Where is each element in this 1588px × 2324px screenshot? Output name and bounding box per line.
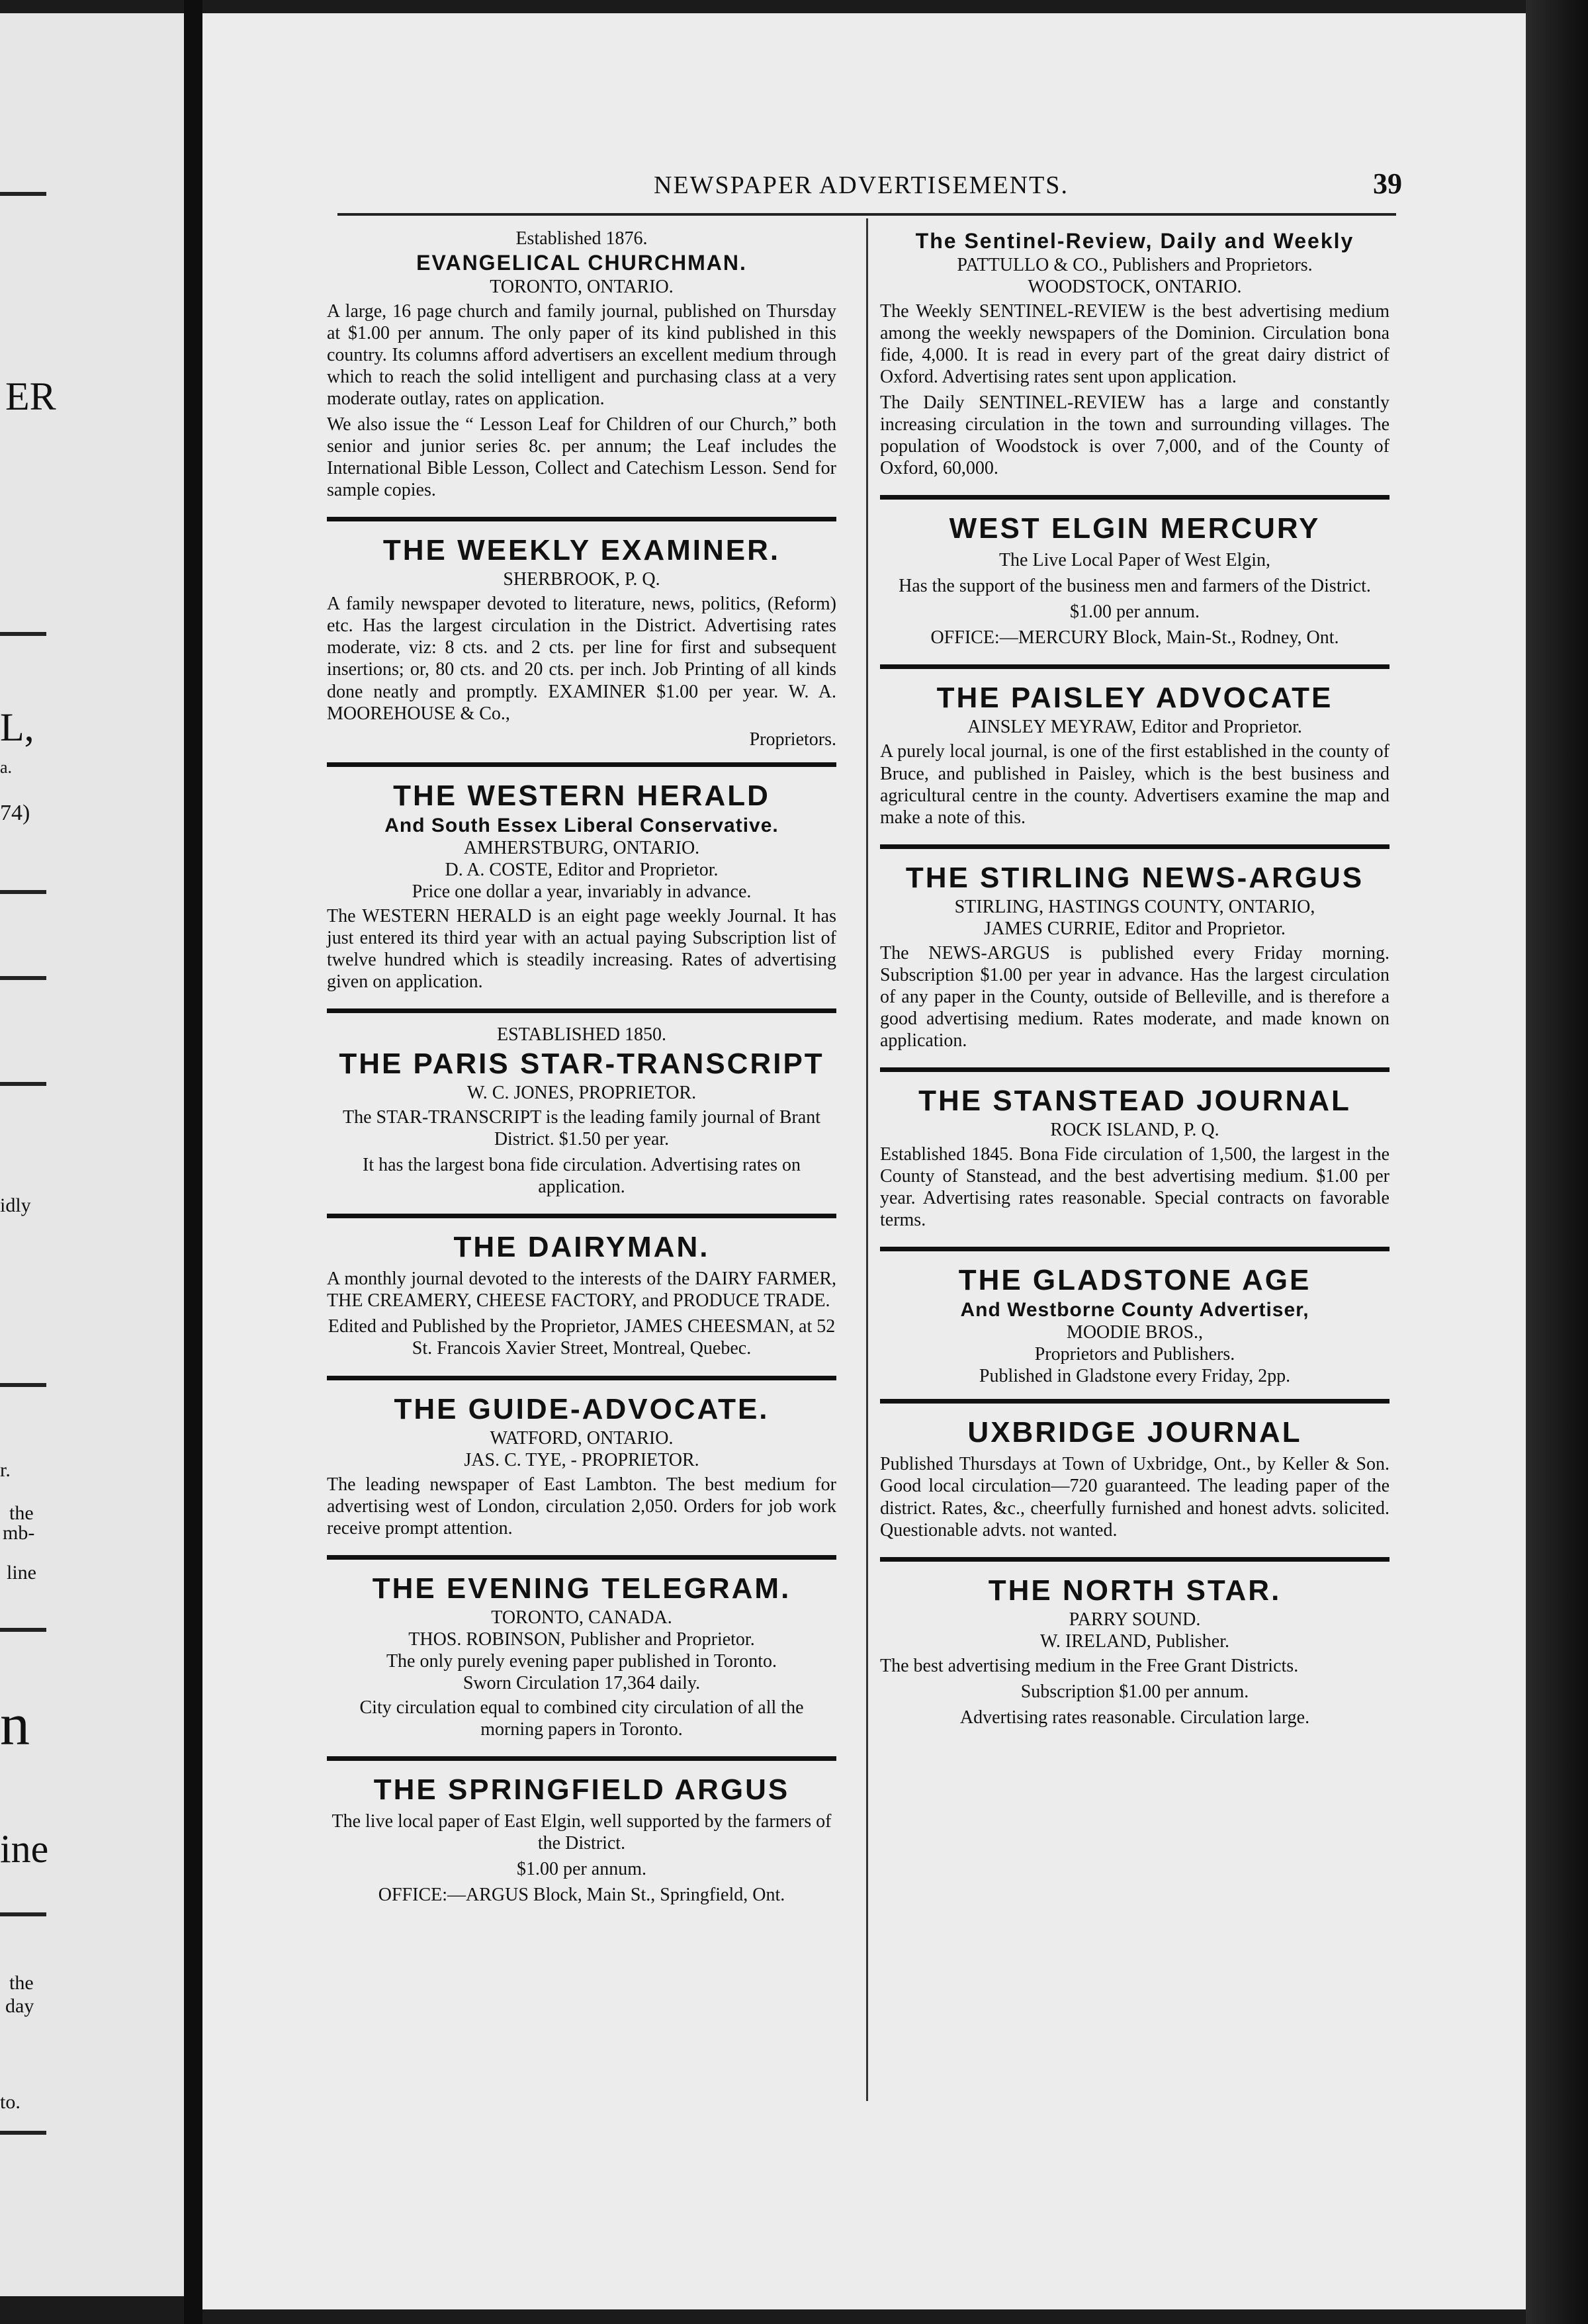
ad-centered-line: Subscription $1.00 per annum. bbox=[1020, 1681, 1249, 1702]
ad-info-line: ROCK ISLAND, P. Q. bbox=[1050, 1119, 1219, 1140]
facing-page-fragment: a. bbox=[0, 758, 13, 777]
ad-info-line: W. IRELAND, Publisher. bbox=[1040, 1631, 1229, 1652]
facing-page-edge bbox=[0, 13, 184, 2296]
ad-title: THE DAIRYMAN. bbox=[453, 1231, 710, 1264]
ad-title: THE WESTERN HERALD bbox=[393, 779, 770, 812]
newspaper-ad bbox=[880, 508, 1390, 658]
newspaper-ad bbox=[880, 1259, 1390, 1392]
ad-paragraph: A family newspaper devoted to literature, news, politics, (Reform) etc. Has the largest circulation in the District. Advertising rates moderate, viz: 8 cts. and 2 cts. per line for first and subsequent insertions; or, 80 cts. and 20 cts. per inch. Job Printing of all kinds done neatly and promptly. EXAMINER $1.00 per year. W. A. MOOREHOUSE & Co., bbox=[327, 594, 836, 724]
ad-centered-line: The STAR-TRANSCRIPT is the leading family journal of Brant District. $1.50 per year. bbox=[342, 1107, 821, 1150]
ad-info-line: PATTULLO & CO., Publishers and Proprietors. bbox=[957, 255, 1313, 275]
ad-info-line: THOS. ROBINSON, Publisher and Proprietor. bbox=[408, 1629, 755, 1650]
ad-title: THE EVENING TELEGRAM. bbox=[372, 1572, 791, 1605]
ad-body-centered bbox=[327, 1106, 836, 1198]
facing-page-rule bbox=[0, 1628, 46, 1632]
ad-paragraph: A purely local journal, is one of the first established in the county of Bruce, and published in Paisley, which is the best business and agricultural centre in the county. Advertisers examine the map and make a note of this. bbox=[880, 741, 1390, 828]
ad-centered-line: $1.00 per annum. bbox=[517, 1858, 646, 1879]
ad-centered-line: Advertising rates reasonable. Circulation large. bbox=[959, 1707, 1310, 1728]
ad-body bbox=[880, 942, 1390, 1051]
ad-title: WEST ELGIN MERCURY bbox=[949, 512, 1321, 545]
book-gutter bbox=[184, 0, 202, 2324]
facing-page-fragment: L, bbox=[0, 705, 34, 749]
newspaper-ad bbox=[880, 857, 1390, 1061]
newspaper-ad bbox=[880, 1570, 1390, 1738]
facing-page-rule bbox=[0, 632, 46, 636]
ad-centered-line: It has the largest bona fide circulation. Advertising rates on application. bbox=[363, 1155, 801, 1198]
facing-page-rule bbox=[0, 192, 46, 196]
ad-info-line: D. A. COSTE, Editor and Proprietor. bbox=[445, 860, 719, 881]
facing-page-rule bbox=[0, 1082, 46, 1086]
ad-established-line: ESTABLISHED 1850. bbox=[497, 1024, 666, 1046]
ad-info-line: Proprietors and Publishers. bbox=[1034, 1344, 1235, 1365]
ad-subtitle: And South Essex Liberal Conservative. bbox=[384, 814, 779, 836]
facing-page-fragment: mb- bbox=[3, 1522, 35, 1544]
ad-centered-line: Edited and Published by the Proprietor, JAMES CHEESMAN, at 52 St. Francois Xavier Street, Montreal, Quebec. bbox=[328, 1316, 836, 1359]
facing-page-fragment: r. bbox=[0, 1459, 11, 1481]
newspaper-ad bbox=[880, 225, 1390, 488]
ad-title: THE SPRINGFIELD ARGUS bbox=[373, 1773, 790, 1806]
newspaper-ad bbox=[880, 677, 1390, 837]
ad-paragraph: A large, 16 page church and family journal, published on Thursday at $1.00 per annum. The only paper of its kind published in this country. Its columns afford advertisers an excellent medium through which to reach the solid intelligent and purchasing class at a very moderate outlay, rates on application. bbox=[327, 301, 836, 410]
ad-info-line: SHERBROOK, P. Q. bbox=[503, 569, 660, 590]
ad-paragraph: A monthly journal devoted to the interests of the DAIRY FARMER, THE CREAMERY, CHEESE FACTORY, and PRODUCE TRADE. bbox=[327, 1269, 836, 1312]
ad-centered-line: City circulation equal to combined city circulation of all the morning papers in Toronto. bbox=[359, 1697, 804, 1740]
ad-separator-rule bbox=[327, 1756, 836, 1761]
ad-separator-rule bbox=[327, 762, 836, 767]
facing-page-fragment: ER bbox=[5, 375, 56, 418]
newspaper-ad bbox=[327, 1568, 836, 1750]
ad-separator-rule bbox=[327, 1376, 836, 1380]
ad-info-line: JAS. C. TYE, - PROPRIETOR. bbox=[464, 1449, 699, 1470]
ad-body bbox=[327, 300, 836, 501]
ad-body bbox=[880, 1655, 1390, 1677]
column-divider bbox=[866, 218, 868, 2101]
newspaper-ad bbox=[880, 1411, 1390, 1550]
ad-info-line: PARRY SOUND. bbox=[1069, 1609, 1201, 1630]
ad-title: UXBRIDGE JOURNAL bbox=[967, 1416, 1302, 1449]
newspaper-ad bbox=[327, 775, 836, 1003]
ad-paragraph: Published Thursdays at Town of Uxbridge, Ont., by Keller & Son. Good local circulation—720 guaranteed. The leading paper of the district. Rates, &c., cheerfully furnished and honest advts. solicited. Questionable advts. not wanted. bbox=[880, 1454, 1390, 1541]
page-number: 39 bbox=[1373, 167, 1402, 200]
left-ad-column bbox=[327, 225, 836, 1915]
ad-separator-rule bbox=[880, 844, 1390, 849]
ad-centered-line: OFFICE:—MERCURY Block, Main-St., Rodney, Ont. bbox=[930, 627, 1339, 648]
facing-page-rule bbox=[0, 1912, 46, 1916]
facing-page-rule bbox=[0, 976, 46, 980]
ad-info-line: Published in Gladstone every Friday, 2pp. bbox=[979, 1366, 1291, 1387]
ad-title: THE STANSTEAD JOURNAL bbox=[918, 1084, 1351, 1117]
ad-body-centered bbox=[880, 549, 1390, 648]
ad-title: THE PARIS STAR-TRANSCRIPT bbox=[339, 1048, 824, 1081]
ad-info-line: Sworn Circulation 17,364 daily. bbox=[463, 1672, 701, 1693]
ad-title: THE GUIDE-ADVOCATE. bbox=[394, 1392, 770, 1425]
newspaper-ad bbox=[327, 1226, 836, 1368]
ad-signature: Proprietors. bbox=[749, 729, 836, 750]
ad-body bbox=[327, 593, 836, 724]
facing-page-fragment: to. bbox=[0, 2091, 21, 2113]
facing-page-fragment: the bbox=[9, 1972, 34, 1994]
facing-page-fragment: n bbox=[0, 1692, 30, 1758]
facing-page-fragment: ine bbox=[0, 1827, 49, 1871]
facing-page-fragment: line bbox=[7, 1562, 36, 1584]
newspaper-ad bbox=[327, 1769, 836, 1915]
facing-page-rule bbox=[0, 1383, 46, 1387]
facing-page-fragment: day bbox=[5, 1995, 34, 2017]
ad-separator-rule bbox=[880, 495, 1390, 500]
ad-info-line: W. C. JONES, PROPRIETOR. bbox=[466, 1083, 697, 1104]
facing-page-fragment: the bbox=[9, 1502, 34, 1524]
ad-title: THE GLADSTONE AGE bbox=[958, 1263, 1311, 1296]
ad-info-line: AINSLEY MEYRAW, Editor and Proprietor. bbox=[967, 717, 1302, 738]
ad-info-line: STIRLING, HASTINGS COUNTY, ONTARIO, bbox=[954, 896, 1315, 917]
ad-paragraph: We also issue the “ Lesson Leaf for Children of our Church,” both senior and junior series 8c. per annum; the Leaf includes the International Bible Lesson, Collect and Catechism Lesson. Send for sample copies. bbox=[327, 414, 836, 501]
ad-separator-rule bbox=[880, 1067, 1390, 1072]
ad-body-centered bbox=[327, 1316, 836, 1359]
ad-paragraph: The Weekly SENTINEL-REVIEW is the best advertising medium among the weekly newspapers of the Dominion. Circulation bona fide, 4,000. It is read in every part of the great dairy district of Oxford. Advertising rates sent upon application. bbox=[880, 301, 1390, 388]
ad-centered-line: $1.00 per annum. bbox=[1070, 602, 1200, 623]
ad-paragraph: The WESTERN HERALD is an eight page weekly Journal. It has just entered its third year with an actual paying Subscription list of twelve hundred which is steadily increasing. Rates of advertising given on application. bbox=[327, 906, 836, 993]
ad-body-centered bbox=[880, 1681, 1390, 1728]
ad-title: THE PAISLEY ADVOCATE bbox=[936, 682, 1333, 715]
ad-centered-line: Has the support of the business men and farmers of the District. bbox=[899, 576, 1371, 597]
ad-established-line: Established 1876. bbox=[515, 228, 648, 249]
ad-paragraph: The NEWS-ARGUS is published every Friday morning. Subscription $1.00 per year in advance. Has the largest circulation of any paper in the County, outside of Belleville, and is therefore a good advertising medium. Rates moderate, and made known on application. bbox=[880, 942, 1390, 1051]
ad-separator-rule bbox=[880, 1247, 1390, 1251]
ad-separator-rule bbox=[880, 664, 1390, 669]
ad-body bbox=[327, 1268, 836, 1312]
running-head: NEWSPAPER ADVERTISEMENTS. bbox=[654, 171, 1069, 199]
ad-separator-rule bbox=[327, 1555, 836, 1560]
ad-info-line: MOODIE BROS., bbox=[1066, 1322, 1204, 1343]
ad-subtitle: And Westborne County Advertiser, bbox=[960, 1298, 1309, 1321]
ad-info-line: WOODSTOCK, ONTARIO. bbox=[1028, 277, 1242, 298]
ad-info-line: Price one dollar a year, invariably in advance. bbox=[412, 881, 752, 903]
ad-separator-rule bbox=[880, 1399, 1390, 1404]
ad-info-line: JAMES CURRIE, Editor and Proprietor. bbox=[984, 918, 1286, 939]
ad-info-line: The only purely evening paper published in Toronto. bbox=[386, 1650, 777, 1672]
newspaper-ad bbox=[327, 529, 836, 755]
ad-info-line: WATFORD, ONTARIO. bbox=[490, 1427, 674, 1449]
right-ad-column bbox=[880, 225, 1390, 1738]
ad-info-line: TORONTO, ONTARIO. bbox=[490, 277, 674, 298]
facing-page-fragment: 74) bbox=[0, 801, 30, 825]
ad-centered-line: The live local paper of East Elgin, well supported by the farmers of the District. bbox=[331, 1810, 832, 1854]
page-edge-shadow bbox=[1526, 0, 1588, 2324]
facing-page-rule bbox=[0, 2131, 46, 2135]
newspaper-ad bbox=[327, 225, 836, 510]
ad-separator-rule bbox=[327, 1214, 836, 1218]
ad-body bbox=[880, 300, 1390, 479]
ad-separator-rule bbox=[880, 1557, 1390, 1562]
ad-body-centered bbox=[327, 1810, 836, 1906]
ad-paragraph: The Daily SENTINEL-REVIEW has a large and constantly increasing circulation in the town and surrounding villages. The population of Woodstock is over 7,000, and of the County of Oxford, 60,000. bbox=[880, 392, 1390, 479]
ad-paragraph: Established 1845. Bona Fide circulation of 1,500, the largest in the County of Stanstead, and the best advertising medium. $1.00 per year. Advertising rates reasonable. Special contracts on favorable terms. bbox=[880, 1143, 1390, 1230]
ad-body bbox=[880, 1143, 1390, 1231]
newspaper-ad bbox=[327, 1021, 836, 1207]
ad-body bbox=[880, 740, 1390, 828]
ad-body-centered bbox=[327, 1697, 836, 1740]
ad-title: The Sentinel-Review, Daily and Weekly bbox=[915, 229, 1354, 253]
ad-body bbox=[880, 1453, 1390, 1541]
facing-page-fragment: idly bbox=[0, 1194, 31, 1216]
ad-title: THE WEEKLY EXAMINER. bbox=[382, 534, 781, 567]
ad-paragraph: The best advertising medium in the Free Grant Districts. bbox=[880, 1655, 1299, 1676]
ad-info-line: AMHERSTBURG, ONTARIO. bbox=[463, 837, 700, 858]
ad-title: THE STIRLING NEWS-ARGUS bbox=[905, 861, 1364, 894]
ad-centered-line: OFFICE:—ARGUS Block, Main St., Springfield, Ont. bbox=[378, 1884, 785, 1905]
ad-paragraph: The leading newspaper of East Lambton. The best medium for advertising west of London, circulation 2,050. Orders for job work receive prompt attention. bbox=[327, 1474, 836, 1539]
header-rule bbox=[337, 213, 1396, 216]
ad-info-line: TORONTO, CANADA. bbox=[491, 1607, 672, 1628]
facing-page-rule bbox=[0, 890, 46, 894]
ad-body bbox=[327, 1474, 836, 1539]
ad-title: EVANGELICAL CHURCHMAN. bbox=[416, 251, 747, 275]
newspaper-ad bbox=[880, 1080, 1390, 1240]
ad-body bbox=[327, 905, 836, 993]
ad-title: THE NORTH STAR. bbox=[988, 1574, 1282, 1607]
ad-separator-rule bbox=[327, 1008, 836, 1013]
newspaper-ad bbox=[327, 1388, 836, 1548]
ad-centered-line: The Live Local Paper of West Elgin, bbox=[998, 550, 1271, 571]
ad-separator-rule bbox=[327, 517, 836, 521]
